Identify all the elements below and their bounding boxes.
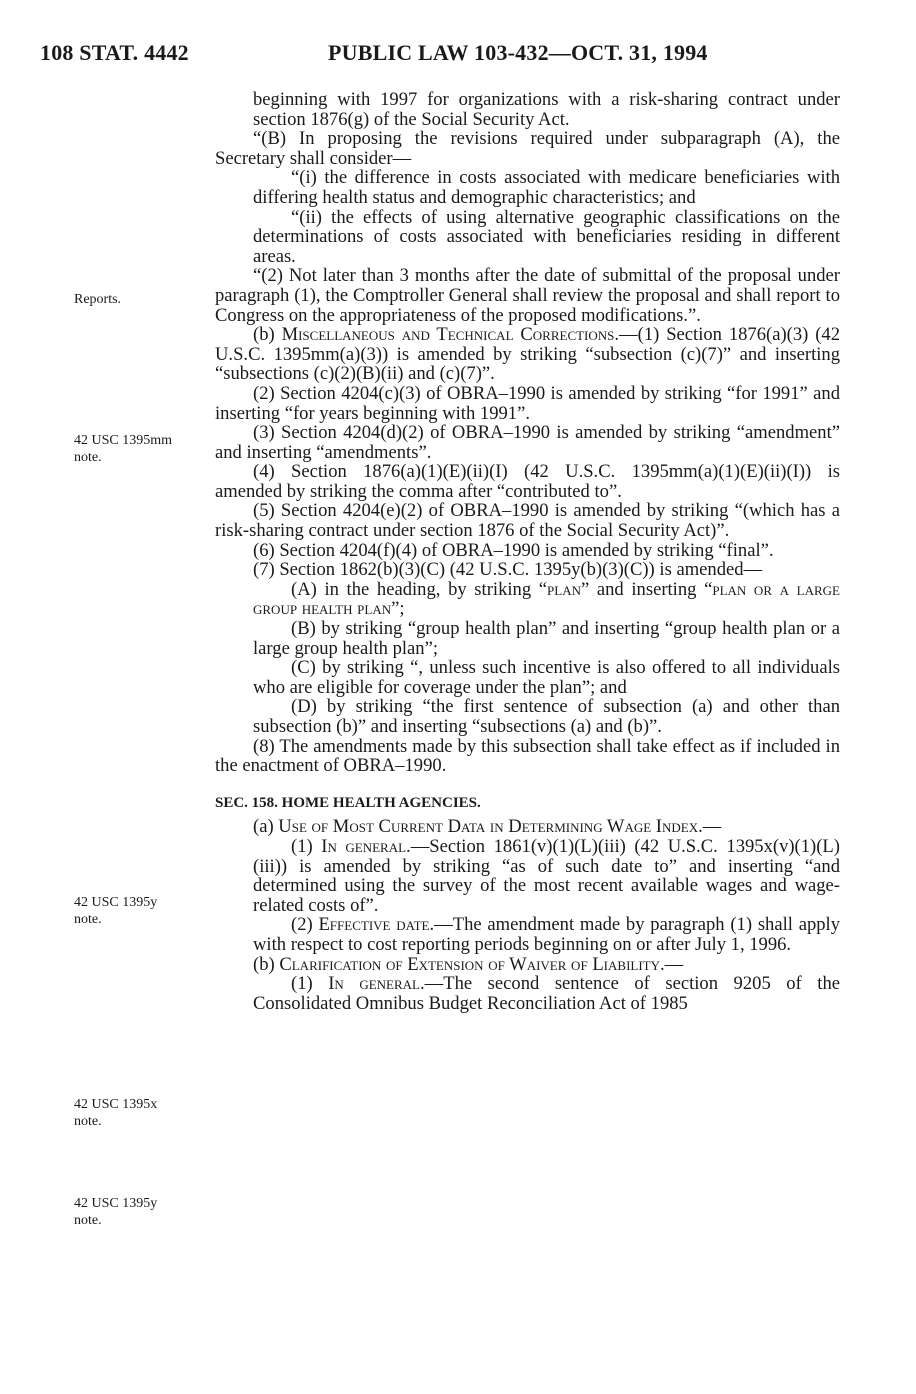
paragraph-text: ” and inserting “ — [580, 578, 713, 600]
page-law-header: PUBLIC LAW 103-432—OCT. 31, 1994 — [328, 40, 708, 65]
margin-note-ref: 42 USC 1395y — [74, 1196, 158, 1211]
paragraph-lead: (a) — [253, 816, 274, 838]
paragraph-text: —The second sentence of section 9205 of the Consolidated Omnibus Budget Reconciliation Act of 1985 — [253, 973, 840, 1014]
paragraph-text: ”; — [391, 598, 405, 620]
paragraph-text: — — [664, 953, 684, 975]
paragraph-lead: (b) — [253, 953, 275, 975]
body-text — [215, 90, 840, 1013]
paragraph: (4) Section 1876(a)(1)(E)(ii)(I) (42 U.S.C. 1395mm(a)(1)(E)(ii)(I)) is amended by striking the comma after “contributed to”. — [215, 461, 840, 502]
section-heading: SEC. 158. HOME HEALTH AGENCIES. — [215, 794, 481, 811]
margin-note-label: note. — [74, 1114, 102, 1129]
quoted-heading: plan or a large group health plan — [253, 578, 840, 620]
margin-note-usc-1395x — [74, 1096, 214, 1130]
margin-note-usc-1395y-2 — [74, 1195, 214, 1229]
paragraph-text: —(1) Section 1876(a)(3) (42 U.S.C. 1395mm(a)(3)) is amended by striking “subsection (c)(7)” and inserting “subsections (c)(2)(B)(ii) and (c)(7)”. — [215, 324, 840, 385]
paragraph: “(ii) the effects of using alternative geographic classifications on the determinations of costs associated with beneficiaries residing in different areas. — [253, 206, 840, 267]
subsection-heading: Clarification of Extension of Waiver of Liability. — [279, 953, 665, 975]
paragraph-lead: (b) — [253, 324, 275, 346]
subsection-heading: Use of Most Current Data in Determining Wage Index. — [278, 816, 703, 838]
page-stat-citation: 108 STAT. 4442 — [40, 40, 189, 65]
paragraph: “(i) the difference in costs associated with medicare beneficiaries with differing health status and demographic characteristics; and — [253, 167, 840, 208]
paragraph: (7) Section 1862(b)(3)(C) (42 U.S.C. 1395y(b)(3)(C)) is amended— — [253, 559, 763, 581]
paragraph-text: — — [702, 816, 722, 838]
paragraph — [215, 325, 840, 384]
paragraph: (5) Section 4204(e)(2) of OBRA–1990 is amended by striking “(which has a risk-sharing contract under section 1876 of the Social Security Act)”. — [215, 500, 840, 542]
margin-note-reports: Reports. — [74, 292, 122, 307]
paragraph-lead: (1) — [291, 835, 313, 857]
paragraph-heading: In general. — [321, 835, 411, 857]
margin-note-ref: 42 USC 1395x — [74, 1097, 158, 1112]
paragraph-lead: (1) — [291, 973, 313, 995]
paragraph: (3) Section 4204(d)(2) of OBRA–1990 is amended by striking “amendment” and inserting “amendments”. — [215, 422, 840, 463]
paragraph-text: —Section 1861(v)(1)(L)(iii) (42 U.S.C. 1395x(v)(1)(L)(iii)) is amended by striking “as of such date to” and inserting “and determined using the survey of the most recent available wages and wage-related costs of”. — [253, 835, 840, 916]
paragraph — [215, 580, 840, 619]
paragraph — [215, 974, 840, 1013]
paragraph: “(B) In proposing the revisions required under subparagraph (A), the Secretary shall consider— — [215, 128, 840, 169]
paragraph-heading: In general. — [328, 973, 425, 995]
paragraph: (8) The amendments made by this subsection shall take effect as if included in the enactment of OBRA–1990. — [215, 735, 840, 777]
margin-note-usc-1395mm — [74, 432, 214, 466]
paragraph — [215, 837, 840, 915]
paragraph: (D) by striking “the first sentence of subsection (a) and other than subsection (b)” and inserting “subsections (a) and (b)”. — [253, 696, 840, 737]
quoted-heading: plan — [547, 578, 581, 600]
paragraph — [215, 955, 840, 975]
subsection-heading: Miscellaneous and Technical Corrections. — [281, 324, 620, 346]
paragraph-text: (A) in the heading, by striking “ — [291, 578, 548, 600]
paragraph — [215, 817, 840, 837]
margin-note-ref: 42 USC 1395mm — [74, 433, 173, 448]
paragraph-lead: (2) — [291, 914, 313, 936]
paragraph-heading: Effective date. — [318, 914, 435, 936]
margin-note-label: note. — [74, 1213, 102, 1228]
margin-note-ref: 42 USC 1395y — [74, 895, 158, 910]
paragraph: beginning with 1997 for organizations with a risk-sharing contract under section 1876(g) of the Social Security Act. — [253, 89, 840, 130]
margin-note-usc-1395y-1 — [74, 894, 214, 928]
paragraph — [215, 915, 840, 954]
paragraph: (C) by striking “, unless such incentive is also offered to all individuals who are eligible for coverage under the plan”; and — [253, 657, 840, 698]
paragraph: (6) Section 4204(f)(4) of OBRA–1990 is amended by striking “final”. — [253, 539, 774, 561]
margin-note-label: note. — [74, 450, 102, 465]
paragraph: (2) Section 4204(c)(3) of OBRA–1990 is amended by striking “for 1991” and inserting “for years beginning with 1991”. — [215, 382, 840, 424]
margin-note-label: note. — [74, 912, 102, 927]
paragraph: (B) by striking “group health plan” and inserting “group health plan or a large group health plan”; — [253, 618, 840, 659]
paragraph: “(2) Not later than 3 months after the date of submittal of the proposal under paragraph (1), the Comptroller General shall review the proposal and shall report to Congress on the appropriateness of the proposed modifications.”. — [215, 265, 840, 326]
paragraph-text: —The amendment made by paragraph (1) shall apply with respect to cost reporting periods beginning on or after July 1, 1996. — [253, 914, 841, 955]
